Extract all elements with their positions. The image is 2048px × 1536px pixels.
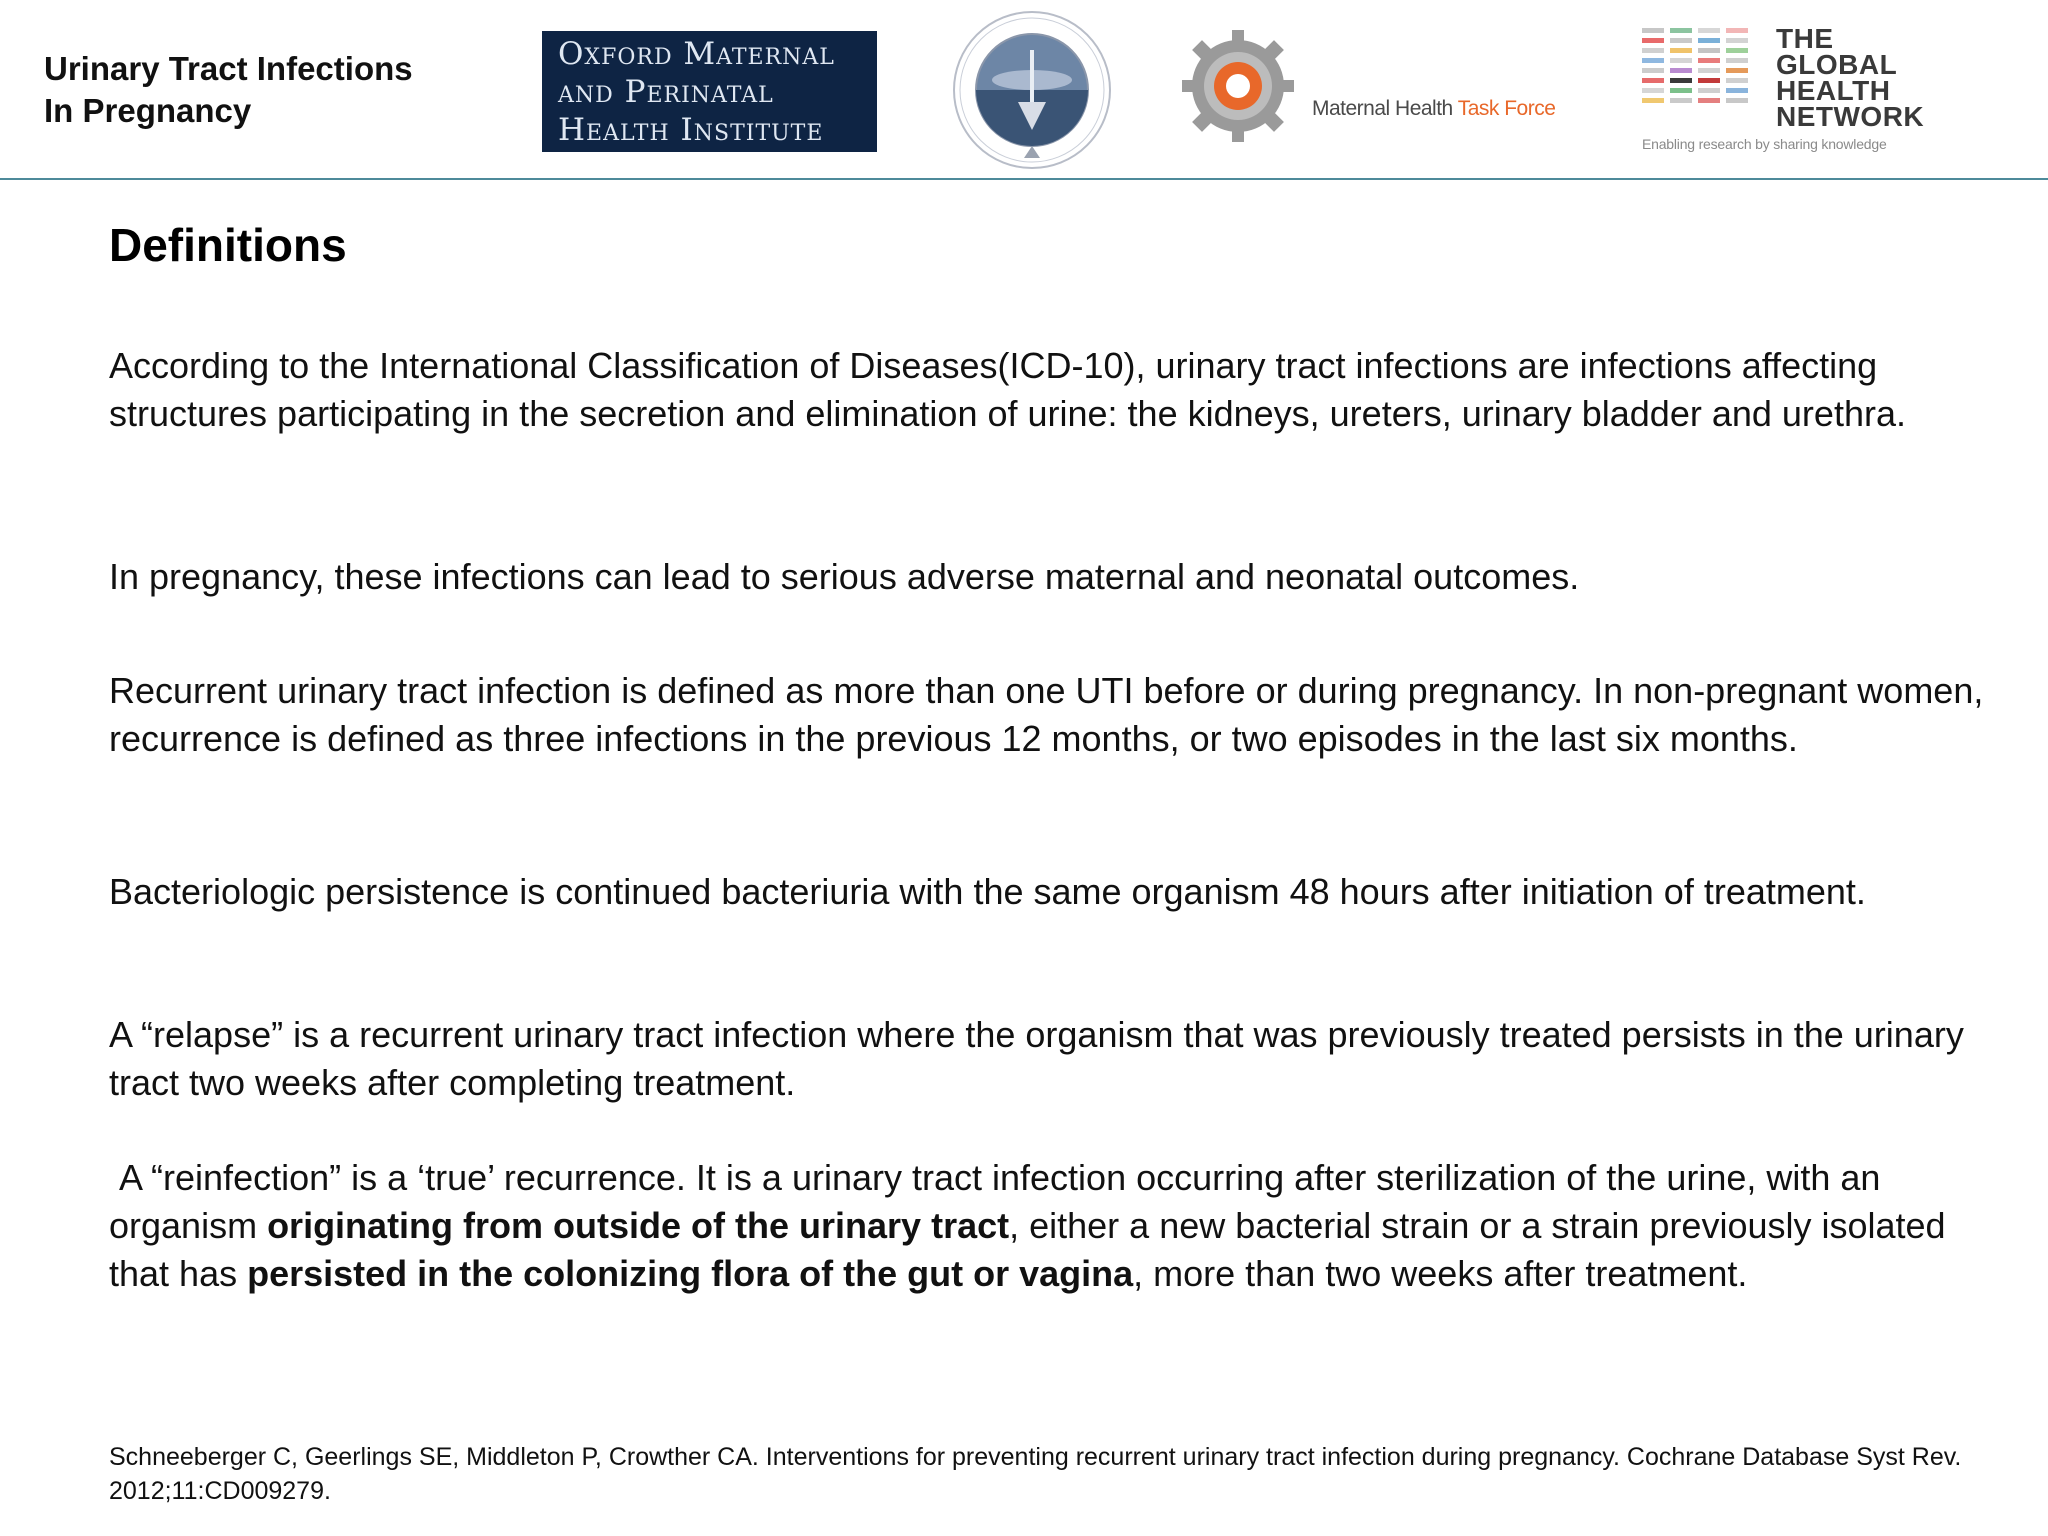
paragraph-bacteriologic-persistence: Bacteriologic persistence is continued bacteriuria with the same organism 48 hours after initiation of treatment. — [109, 871, 1866, 912]
mhtf-wordmark — [1312, 97, 1555, 121]
title-line-1: Urinary Tract Infections — [44, 50, 413, 87]
circular-seal-logo — [948, 10, 1120, 172]
section-heading: Definitions — [109, 219, 347, 271]
reinfection-bold-1: originating from outside of the urinary tract — [267, 1205, 1010, 1246]
paragraph-relapse: A “relapse” is a recurrent urinary tract infection where the organism that was previously treated persists in the urinary tract two weeks after completing treatment. — [109, 1014, 1964, 1103]
paragraph-recurrent-uti: Recurrent urinary tract infection is defined as more than one UTI before or during pregnancy. In non-pregnant women, recurrence is defined as three infections in the previous 12 months, or two episodes in the last six months. — [109, 670, 1984, 759]
oxford-maternal-logo — [542, 31, 877, 152]
ghn-word-health: HEALTH — [1776, 75, 1891, 106]
mhtf-wordmark-part-2: Task Force — [1457, 97, 1556, 120]
reinfection-text-1: A “reinfection” is a ‘true’ recurrence. It is a urinary tract infection occurring after sterilization of the urine, with an organism — [109, 1157, 1891, 1246]
ghn-word-network: NETWORK — [1776, 101, 1925, 132]
oxford-logo-line-2: and Perinatal — [558, 74, 774, 110]
reinfection-text-3: , more than two weeks after treatment. — [1133, 1253, 1748, 1294]
color-bars-icon — [1640, 24, 1770, 124]
gear-icon — [1178, 26, 1308, 146]
reinfection-text-2: , either a new bacterial strain or a strain previously isolated that has — [109, 1205, 1956, 1294]
global-health-network-logo — [1640, 23, 1925, 160]
ghn-word-the: THE — [1776, 23, 1834, 54]
paragraph-reinfection — [109, 1154, 1989, 1298]
slide-header — [0, 0, 2048, 180]
ghn-tagline: Enabling research by sharing knowledge — [1642, 136, 1887, 152]
paragraph-pregnancy-outcomes: In pregnancy, these infections can lead to serious adverse maternal and neonatal outcomes. — [109, 556, 1580, 597]
oxford-logo-line-1: Oxford Maternal — [558, 36, 835, 72]
reinfection-bold-2: persisted in the colonizing flora of the gut or vagina — [247, 1253, 1134, 1294]
ghn-word-global: GLOBAL — [1776, 49, 1898, 80]
maternal-health-task-force-logo — [1178, 26, 1578, 146]
oxford-logo-line-3: Health Institute — [558, 112, 824, 148]
paragraph-icd-definition: According to the International Classification of Diseases(ICD-10), urinary tract infections are infections affecting structures participating in the secretion and elimination of urine: the kidneys, ureters, urinary bladder and urethra. — [109, 345, 1906, 434]
title-line-2: In Pregnancy — [44, 92, 252, 129]
document-title — [44, 48, 413, 132]
citation-reference: Schneeberger C, Geerlings SE, Middleton P, Crowther CA. Interventions for preventing recurrent urinary tract infection during pregnancy. Cochrane Database Syst Rev. 2012;11:CD009279. — [109, 1443, 1962, 1505]
mhtf-wordmark-part-1: Maternal Health — [1312, 97, 1458, 120]
